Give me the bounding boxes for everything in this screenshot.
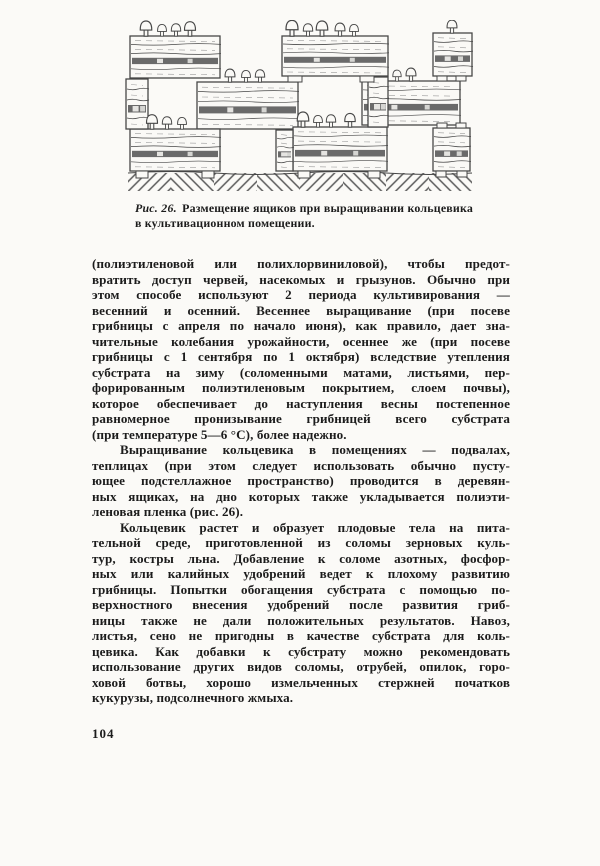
- mushroom-icon: [171, 24, 180, 36]
- text-line: равномерное пронизывание грибницей всего субстрата: [92, 411, 510, 426]
- text-line: (полиэтиленовой или полихлорвиниловой), чтобы предот-: [92, 256, 510, 271]
- mushroom-icon: [242, 70, 251, 82]
- crate-foot: [456, 76, 466, 81]
- text-line: верхностного внесения удобрений после развития гриб-: [92, 597, 510, 612]
- figure-caption-text: Размещение ящиков при выращивании кольцевика: [182, 201, 474, 215]
- crate: [126, 79, 149, 129]
- text-line: субстрата на зиму (соломенными матами, листьями, пер-: [92, 364, 510, 380]
- crate-foot: [456, 123, 466, 128]
- crate-foot: [298, 171, 310, 178]
- mushroom-icon: [185, 22, 196, 36]
- mushroom-icon: [225, 69, 235, 82]
- crate: [130, 129, 221, 171]
- crate-foot: [202, 171, 214, 178]
- figure-caption-line-1: [135, 201, 473, 216]
- crate-foot: [437, 123, 447, 128]
- mushroom-icon: [316, 21, 327, 36]
- text-line: теплицах (при этом следует использовать обычно пусту-: [92, 457, 510, 473]
- text-line: чительные колебания урожайности, осеннее же (при посеве: [92, 333, 510, 349]
- text-line: ных или калийных удобрений ведет к плохому развитию: [92, 566, 510, 581]
- mushroom-icon: [140, 21, 151, 36]
- text-line: цевика. Как добавки к субстрату можно рекомендовать: [92, 643, 510, 659]
- text-line: листья, сено не пригодны в качестве субстрата для коль-: [92, 628, 510, 643]
- crate: [293, 127, 388, 171]
- figure-illustration: [110, 20, 478, 196]
- mushroom-icon: [326, 115, 335, 127]
- crate: [130, 36, 221, 78]
- text-line: ховой ботвы, хорошо измельченных стержней початков: [92, 674, 510, 690]
- text-line: кукурузы, подсолнечного жмыха.: [92, 690, 294, 705]
- text-line: Выращивание кольцевика в помещениях — подвалах,: [120, 442, 510, 457]
- figure-caption-label: Рис. 26.: [135, 201, 177, 215]
- crate: [276, 130, 294, 171]
- crate-foot: [360, 76, 374, 82]
- crate: [197, 82, 299, 129]
- figure-caption-line-2: в культивационном помещении.: [135, 216, 315, 230]
- text-line: весенний и осенний. Весеннее выращивание (при посеве: [92, 302, 510, 318]
- crate: [368, 77, 389, 127]
- mushroom-icon: [314, 115, 323, 127]
- text-line: леновая пленка (рис. 26).: [92, 504, 244, 519]
- text-line: которое обеспечивает до наступления весны постепенное: [92, 395, 510, 411]
- text-line: Кольцевик растет и образует плодовые тела на пита-: [120, 519, 510, 535]
- text-line: грибницы. Попытки обогащения субстрата с помощью по-: [92, 581, 510, 597]
- mushroom-icon: [350, 24, 359, 36]
- mushroom-icon: [406, 68, 416, 81]
- mushroom-icon: [158, 24, 167, 36]
- text-line: этом способе используют 2 периода культивирования —: [92, 287, 510, 302]
- body-text: [92, 256, 510, 706]
- text-line: тельной среде, приготовленной из соломы зерновых куль-: [92, 535, 510, 550]
- crate-foot: [436, 171, 446, 177]
- mushroom-icon: [393, 70, 401, 81]
- crate-foot: [457, 171, 467, 177]
- mushroom-icon: [162, 117, 171, 129]
- text-line: форированным полиэтиленовым покрытием, слоем почвы),: [92, 380, 510, 395]
- crate-foot: [437, 76, 447, 81]
- crate-foot: [368, 171, 380, 178]
- text-line: тур, костры льна. Добавление к соломе азотных, фосфор-: [92, 550, 510, 566]
- text-line: ющее подстеллажное пространство) проводится в деревян-: [92, 473, 510, 488]
- mushroom-icon: [303, 24, 312, 36]
- crate: [433, 33, 473, 76]
- page-number: 104: [92, 726, 115, 741]
- boxes-illustration: [110, 20, 478, 196]
- text-line: ных ящиках, на дно которых также укладывается полиэти-: [92, 488, 510, 504]
- mushroom-icon: [297, 112, 308, 127]
- crate: [433, 128, 471, 171]
- crate-foot: [288, 76, 302, 82]
- crate-foot: [136, 171, 148, 178]
- text-line: ницы также не дали положительных результатов. Навоз,: [92, 612, 510, 628]
- mushroom-icon: [447, 20, 457, 33]
- text-line: грибницы с апреля по начало июня), как правило, дает зна-: [92, 318, 510, 333]
- text-line: грибницы с 1 сентября по 1 октября) вследствие утепления: [92, 349, 510, 364]
- mushroom-icon: [286, 20, 298, 36]
- mushroom-icon: [255, 70, 264, 82]
- crate: [282, 36, 389, 76]
- text-line: использование других видов соломы, отрубей, опилок, горо-: [92, 659, 510, 674]
- text-line: вратить доступ червей, насекомых и грызунов. Обычно при: [92, 271, 510, 287]
- figure-caption: [135, 201, 473, 231]
- mushroom-icon: [178, 117, 187, 129]
- text-line: (при температуре 5—6 °С), более надежно.: [92, 426, 347, 442]
- mushroom-icon: [335, 23, 345, 36]
- mushroom-icon: [345, 113, 355, 127]
